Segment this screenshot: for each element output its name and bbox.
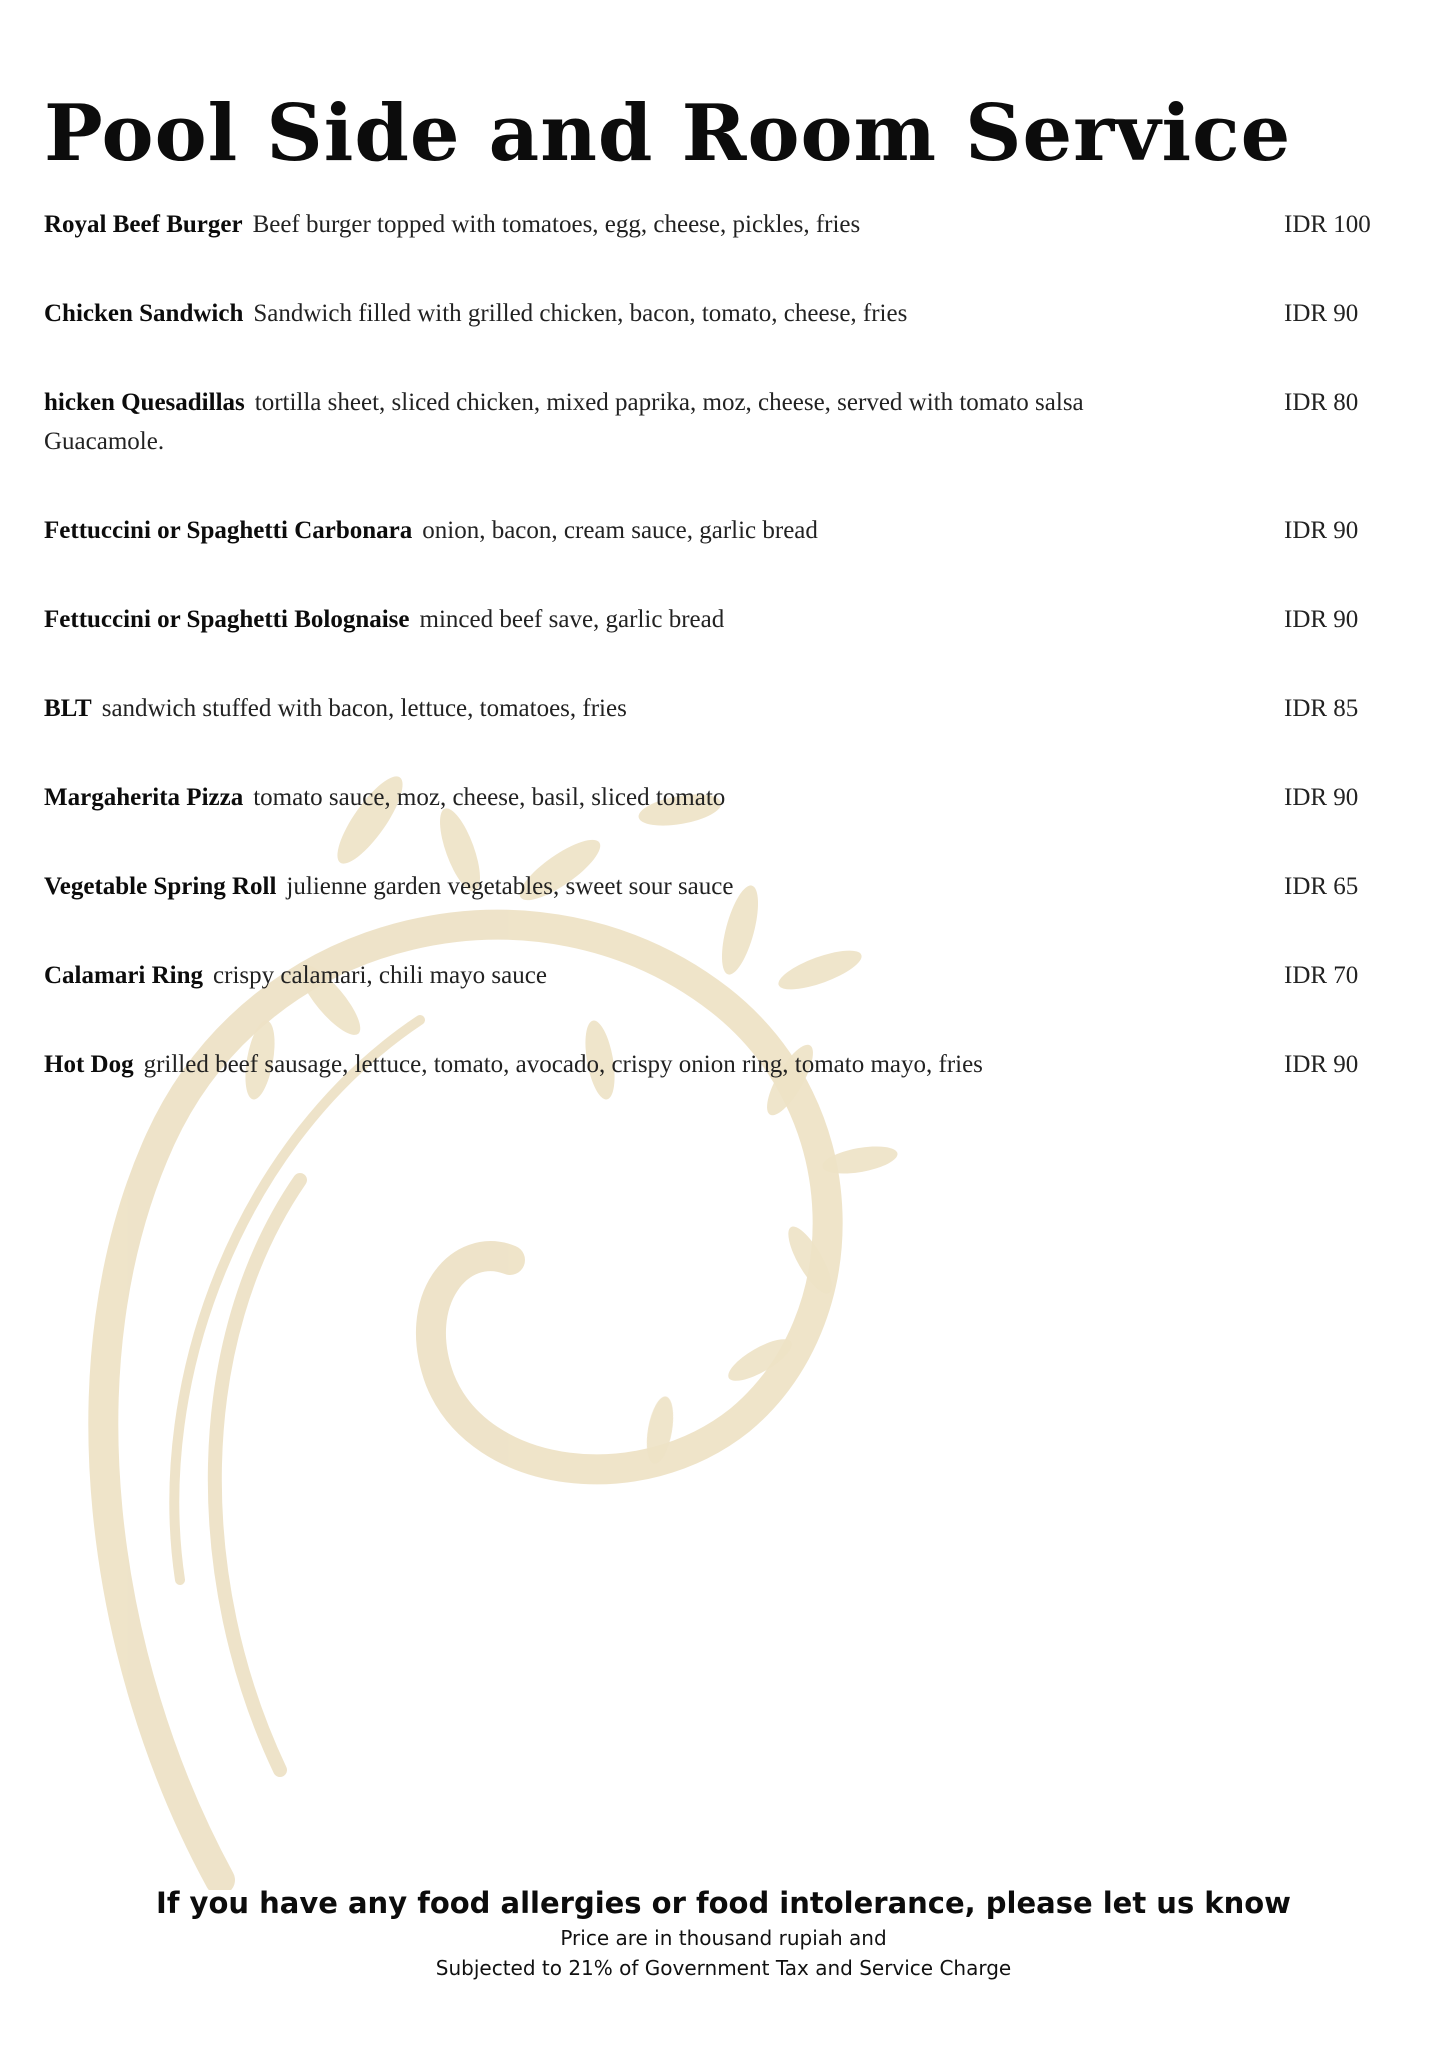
menu-item-price: IDR 100 [1284, 211, 1371, 238]
menu-item [44, 511, 1384, 550]
menu-item-description: grilled beef sausage, lettuce, tomato, avocado, crispy onion ring, tomato mayo, fries [143, 1051, 983, 1078]
menu-item-description: tortilla sheet, sliced chicken, mixed paprika, moz, cheese, served with tomato salsa Guacamole. [44, 389, 1084, 455]
menu-item-name: Calamari Ring [44, 962, 204, 989]
menu-item [44, 956, 1384, 995]
menu-item-name: Fettuccini or Spaghetti Bolognaise [44, 606, 410, 633]
menu-item-price: IDR 80 [1284, 389, 1359, 416]
menu-item-name: Hot Dog [44, 1051, 134, 1078]
menu-item-description: crispy calamari, chili mayo sauce [213, 962, 547, 989]
menu-item [44, 1045, 1384, 1084]
menu-item-price: IDR 70 [1284, 962, 1359, 989]
menu-item [44, 294, 1384, 333]
menu-item-price: IDR 90 [1284, 784, 1359, 811]
menu-item [44, 778, 1384, 817]
menu-item-description: Sandwich filled with grilled chicken, bacon, tomato, cheese, fries [253, 300, 908, 327]
menu-item-name: Fettuccini or Spaghetti Carbonara [44, 517, 413, 544]
allergy-notice: If you have any food allergies or food intolerance, please let us know [156, 1886, 1291, 1920]
footer [0, 1883, 1447, 1983]
menu-item-price: IDR 85 [1284, 695, 1359, 722]
page-title: Pool Side and Room Service [44, 88, 1292, 179]
menu-item [44, 600, 1384, 639]
menu-item-name: Vegetable Spring Roll [44, 873, 277, 900]
menu-item [44, 689, 1384, 728]
menu-item-description: sandwich stuffed with bacon, lettuce, tomatoes, fries [101, 695, 627, 722]
price-note: Price are in thousand rupiah and [560, 1926, 887, 1950]
menu-item [44, 383, 1384, 461]
menu-item-price: IDR 90 [1284, 1051, 1359, 1078]
menu-item-description: minced beef save, garlic bread [419, 606, 725, 633]
menu-item [44, 205, 1384, 244]
menu-item-name: Royal Beef Burger [44, 211, 243, 238]
menu-item [44, 867, 1384, 906]
menu-item-description: julienne garden vegetables, sweet sour sauce [286, 873, 734, 900]
menu-item-name: Chicken Sandwich [44, 300, 244, 327]
menu-item-price: IDR 90 [1284, 517, 1359, 544]
tax-note: Subjected to 21% of Government Tax and Service Charge [435, 1956, 1012, 1980]
menu-list [44, 205, 1384, 1134]
menu-item-name: hicken Quesadillas [44, 389, 245, 416]
menu-item-description: onion, bacon, cream sauce, garlic bread [422, 517, 818, 544]
menu-item-price: IDR 90 [1284, 300, 1359, 327]
menu-item-name: BLT [44, 695, 92, 722]
menu-item-description: tomato sauce, moz, cheese, basil, sliced tomato [253, 784, 726, 811]
menu-item-name: Margaherita Pizza [44, 784, 244, 811]
menu-item-description: Beef burger topped with tomatoes, egg, cheese, pickles, fries [252, 211, 861, 238]
menu-item-price: IDR 90 [1284, 606, 1359, 633]
menu-item-price: IDR 65 [1284, 873, 1359, 900]
